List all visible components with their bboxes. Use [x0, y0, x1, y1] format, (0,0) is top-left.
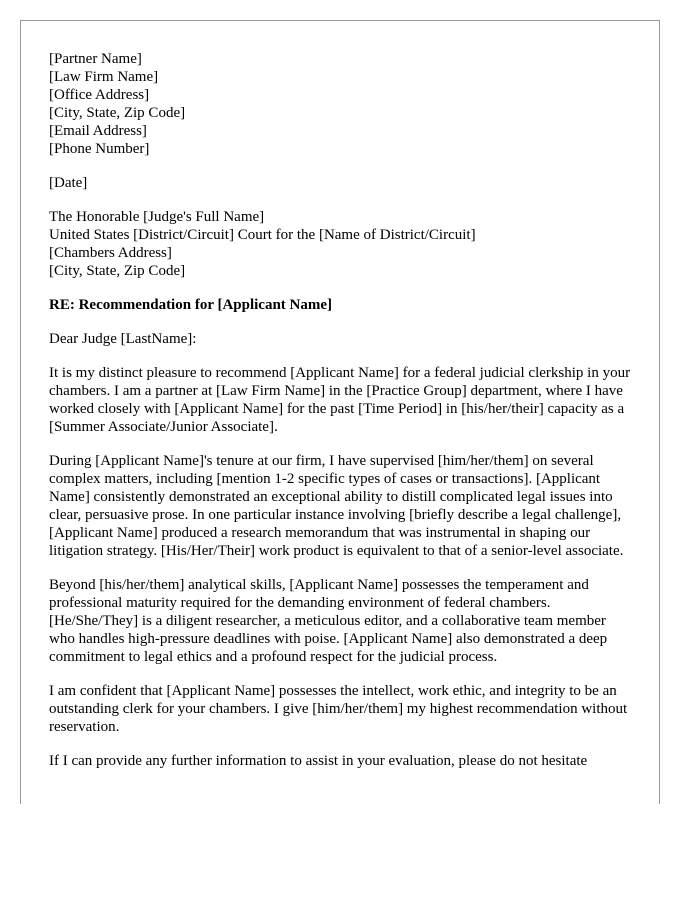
recipient-city: [City, State, Zip Code]	[49, 263, 186, 279]
paragraph-5: If I can provide any further information to assist in your evaluation, please do not hesitate	[49, 753, 588, 769]
paragraph-4: I am confident that [Applicant Name] possesses the intellect, work ethic, and integrity to be an outstanding clerk for your chambers. I give [him/her/them] my highest recommendation without reservation.	[49, 683, 628, 735]
paragraph-3: Beyond [his/her/them] analytical skills, [Applicant Name] possesses the temperament and professional maturity required for the demanding environment of federal chambers. [He/She/They] is a diligent researcher, a meticulous editor, and a collaborative team member who handles high-pressure deadlines with poise. [Applicant Name] also demonstrated a deep commitment to legal ethics and a profound respect for the judicial process.	[49, 577, 608, 665]
recipient-name: The Honorable [Judge's Full Name]	[49, 209, 265, 225]
sender-name: [Partner Name]	[49, 51, 142, 67]
recipient-block	[49, 208, 635, 280]
recipient-address: [Chambers Address]	[49, 245, 172, 261]
date-line	[49, 174, 635, 192]
sender-address: [Office Address]	[49, 87, 150, 103]
paragraph-1: It is my distinct pleasure to recommend [Applicant Name] for a federal judicial clerkship in your chambers. I am a partner at [Law Firm Name] in the [Practice Group] department, where I have worked closely with [Applicant Name] for the past [Time Period] in [his/her/their] capacity as a [Summer Associate/Junior Associate].	[49, 365, 631, 435]
subject-line	[49, 296, 635, 314]
recipient-court: United States [District/Circuit] Court for the [Name of District/Circuit]	[49, 227, 476, 243]
subject-text: RE: Recommendation for [Applicant Name]	[49, 297, 333, 313]
sender-firm: [Law Firm Name]	[49, 69, 159, 85]
letter-page	[20, 20, 660, 804]
letter-date: [Date]	[49, 175, 88, 191]
sender-phone: [Phone Number]	[49, 141, 150, 157]
paragraph-2: During [Applicant Name]'s tenure at our firm, I have supervised [him/her/them] on several complex matters, including [mention 1-2 specific types of cases or transactions]. [Applicant Name] consistently demonstrated an exceptional ability to distill complicated legal issues into clear, persuasive prose. In one particular instance involving [briefly describe a legal challenge], [Applicant Name] produced a research memorandum that was instrumental in shaping our litigation strategy. [His/Her/Their] work product is equivalent to that of a senior-level associate.	[49, 453, 624, 559]
salutation-text: Dear Judge [LastName]:	[49, 331, 197, 347]
sender-city: [City, State, Zip Code]	[49, 105, 186, 121]
letter-body	[49, 50, 635, 786]
salutation	[49, 330, 635, 348]
sender-email: [Email Address]	[49, 123, 147, 139]
sender-block	[49, 50, 635, 158]
